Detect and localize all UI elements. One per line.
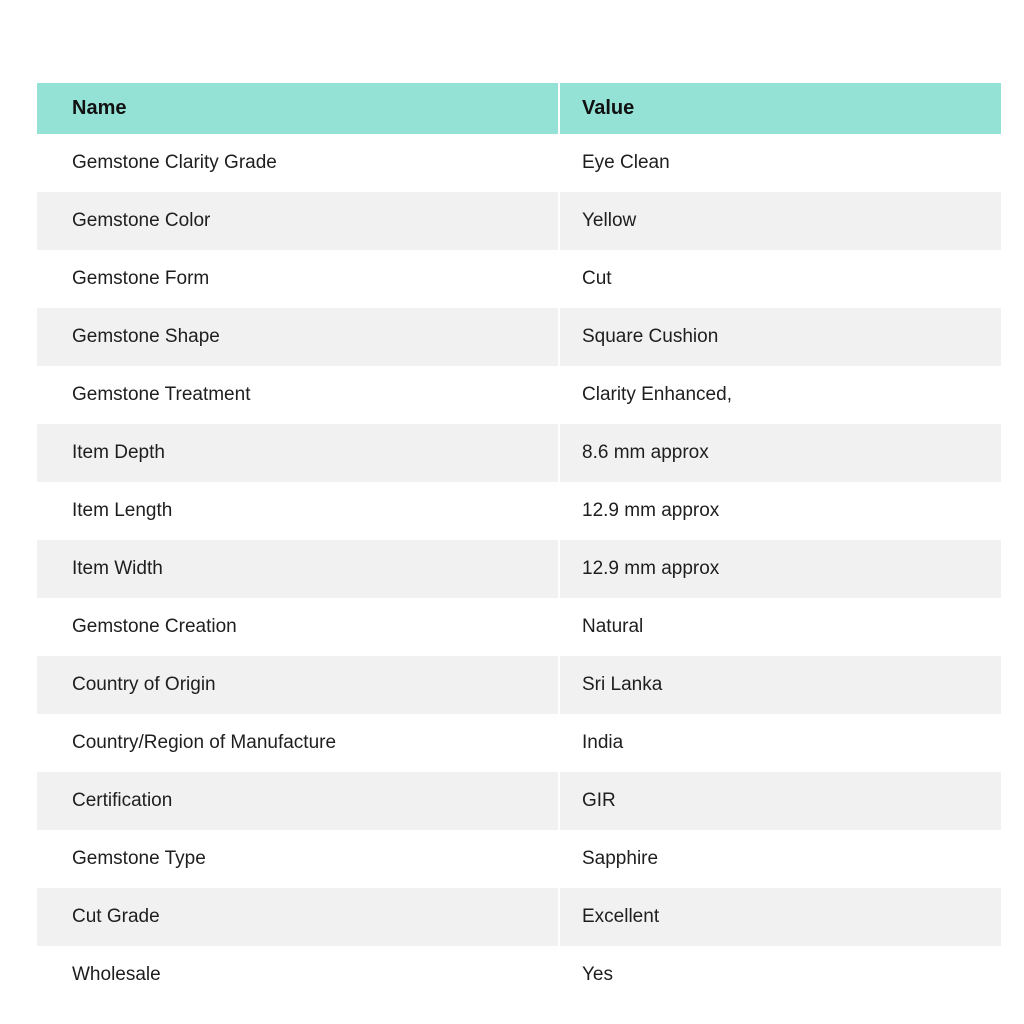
spec-value-cell: Clarity Enhanced, (559, 366, 1001, 424)
column-header-value: Value (559, 83, 1001, 134)
table-row (37, 598, 1001, 656)
spec-name-cell: Gemstone Shape (37, 308, 559, 366)
column-header-name: Name (37, 83, 559, 134)
spec-value-cell: 8.6 mm approx (559, 424, 1001, 482)
spec-value-cell: 12.9 mm approx (559, 482, 1001, 540)
table-row (37, 366, 1001, 424)
spec-value-cell: GIR (559, 772, 1001, 830)
table-row (37, 192, 1001, 250)
spec-value-cell: Excellent (559, 888, 1001, 946)
spec-name-cell: Cut Grade (37, 888, 559, 946)
table-row (37, 830, 1001, 888)
table-row (37, 540, 1001, 598)
spec-value-cell: Eye Clean (559, 134, 1001, 192)
spec-value-cell: Yellow (559, 192, 1001, 250)
table-row (37, 424, 1001, 482)
spec-value-cell: 12.9 mm approx (559, 540, 1001, 598)
spec-name-cell: Certification (37, 772, 559, 830)
spec-name-cell: Item Depth (37, 424, 559, 482)
table-body (37, 134, 1001, 1004)
spec-value-cell: Sri Lanka (559, 656, 1001, 714)
spec-name-cell: Item Width (37, 540, 559, 598)
table-row (37, 946, 1001, 1004)
item-specifics-section (37, 83, 1001, 1004)
spec-name-cell: Gemstone Clarity Grade (37, 134, 559, 192)
table-row (37, 714, 1001, 772)
spec-name-cell: Item Length (37, 482, 559, 540)
spec-name-cell: Country of Origin (37, 656, 559, 714)
spec-name-cell: Country/Region of Manufacture (37, 714, 559, 772)
spec-name-cell: Gemstone Color (37, 192, 559, 250)
table-row (37, 308, 1001, 366)
spec-value-cell: India (559, 714, 1001, 772)
spec-value-cell: Square Cushion (559, 308, 1001, 366)
spec-value-cell: Natural (559, 598, 1001, 656)
spec-value-cell: Yes (559, 946, 1001, 1004)
item-specifics-table (37, 83, 1001, 1004)
spec-name-cell: Gemstone Form (37, 250, 559, 308)
spec-name-cell: Wholesale (37, 946, 559, 1004)
table-row (37, 656, 1001, 714)
spec-value-cell: Cut (559, 250, 1001, 308)
table-row (37, 772, 1001, 830)
table-row (37, 888, 1001, 946)
spec-name-cell: Gemstone Creation (37, 598, 559, 656)
spec-name-cell: Gemstone Treatment (37, 366, 559, 424)
spec-name-cell: Gemstone Type (37, 830, 559, 888)
table-row (37, 250, 1001, 308)
spec-value-cell: Sapphire (559, 830, 1001, 888)
table-row (37, 134, 1001, 192)
table-header-row (37, 83, 1001, 134)
table-row (37, 482, 1001, 540)
